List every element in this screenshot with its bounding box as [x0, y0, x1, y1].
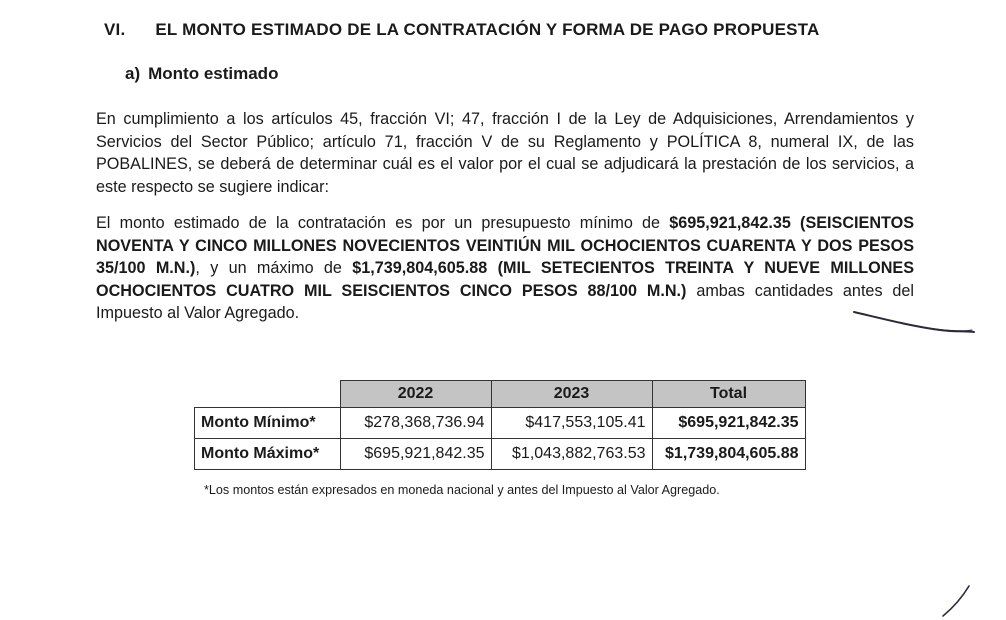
paragraph-estimated-amount [96, 212, 914, 325]
subsection-title: Monto estimado [148, 64, 279, 83]
table-footnote: *Los montos están expresados en moneda nacional y antes del Impuesto al Valor Agregado. [204, 483, 720, 497]
section-number: VI. [104, 20, 126, 39]
cell-minimum-2022: $278,368,736.94 [340, 408, 491, 439]
cell-maximum-2023: $1,043,882,763.53 [491, 439, 652, 470]
subsection-letter: a) [125, 64, 141, 83]
paragraph-text-3: ambas cantidades antes del Impuesto al Valor Agregado. [96, 281, 914, 322]
paragraph-legal-basis: En cumplimiento a los artículos 45, fracción VI; 47, fracción I de la Ley de Adquisiciones, Arrendamientos y Servicios del Sector Público; artículo 71, fracción V de su Reglamento y POLÍTICA 8, numeral IX, de las POBALINES, se deberá de determinar cuál es el valor por el cual se adjudicará la prestación de los servicios, a este respecto se sugiere indicar: [96, 110, 914, 196]
subsection-heading [125, 64, 278, 84]
pen-stroke-mark [850, 300, 980, 340]
amounts-table [194, 380, 806, 470]
table-header-total: Total [652, 381, 805, 408]
maximum-amount: $1,739,804,605.88 (MIL SETECIENTOS TREINTA Y NUEVE MILLONES OCHOCIENTOS CUATRO MIL SEISCIENTOS CINCO PESOS 88/100 M.N.) [96, 259, 914, 300]
table-header-2022: 2022 [340, 381, 491, 408]
paragraph-text-2: , y un máximo de [195, 259, 353, 277]
paragraph-text-1: El monto estimado de la contratación es por un presupuesto mínimo de [96, 214, 670, 232]
table-header-2023: 2023 [491, 381, 652, 408]
row-label-minimum: Monto Mínimo* [195, 408, 341, 439]
cell-minimum-total: $695,921,842.35 [652, 408, 805, 439]
row-label-maximum: Monto Máximo* [195, 439, 341, 470]
table-row [195, 408, 806, 439]
section-heading [104, 20, 820, 40]
pen-stroke-corner [935, 582, 975, 620]
section-title: EL MONTO ESTIMADO DE LA CONTRATACIÓN Y FORMA DE PAGO PROPUESTA [155, 20, 820, 39]
table-row [195, 439, 806, 470]
table-header-row [195, 381, 806, 408]
cell-maximum-total: $1,739,804,605.88 [652, 439, 805, 470]
cell-maximum-2022: $695,921,842.35 [340, 439, 491, 470]
cell-minimum-2023: $417,553,105.41 [491, 408, 652, 439]
minimum-amount: $695,921,842.35 (SEISCIENTOS NOVENTA Y CINCO MILLONES NOVECIENTOS VEINTIÚN MIL OCHOCIENTOS CUARENTA Y DOS PESOS 35/100 M.N.) [96, 214, 914, 277]
table-header-empty [195, 381, 341, 408]
